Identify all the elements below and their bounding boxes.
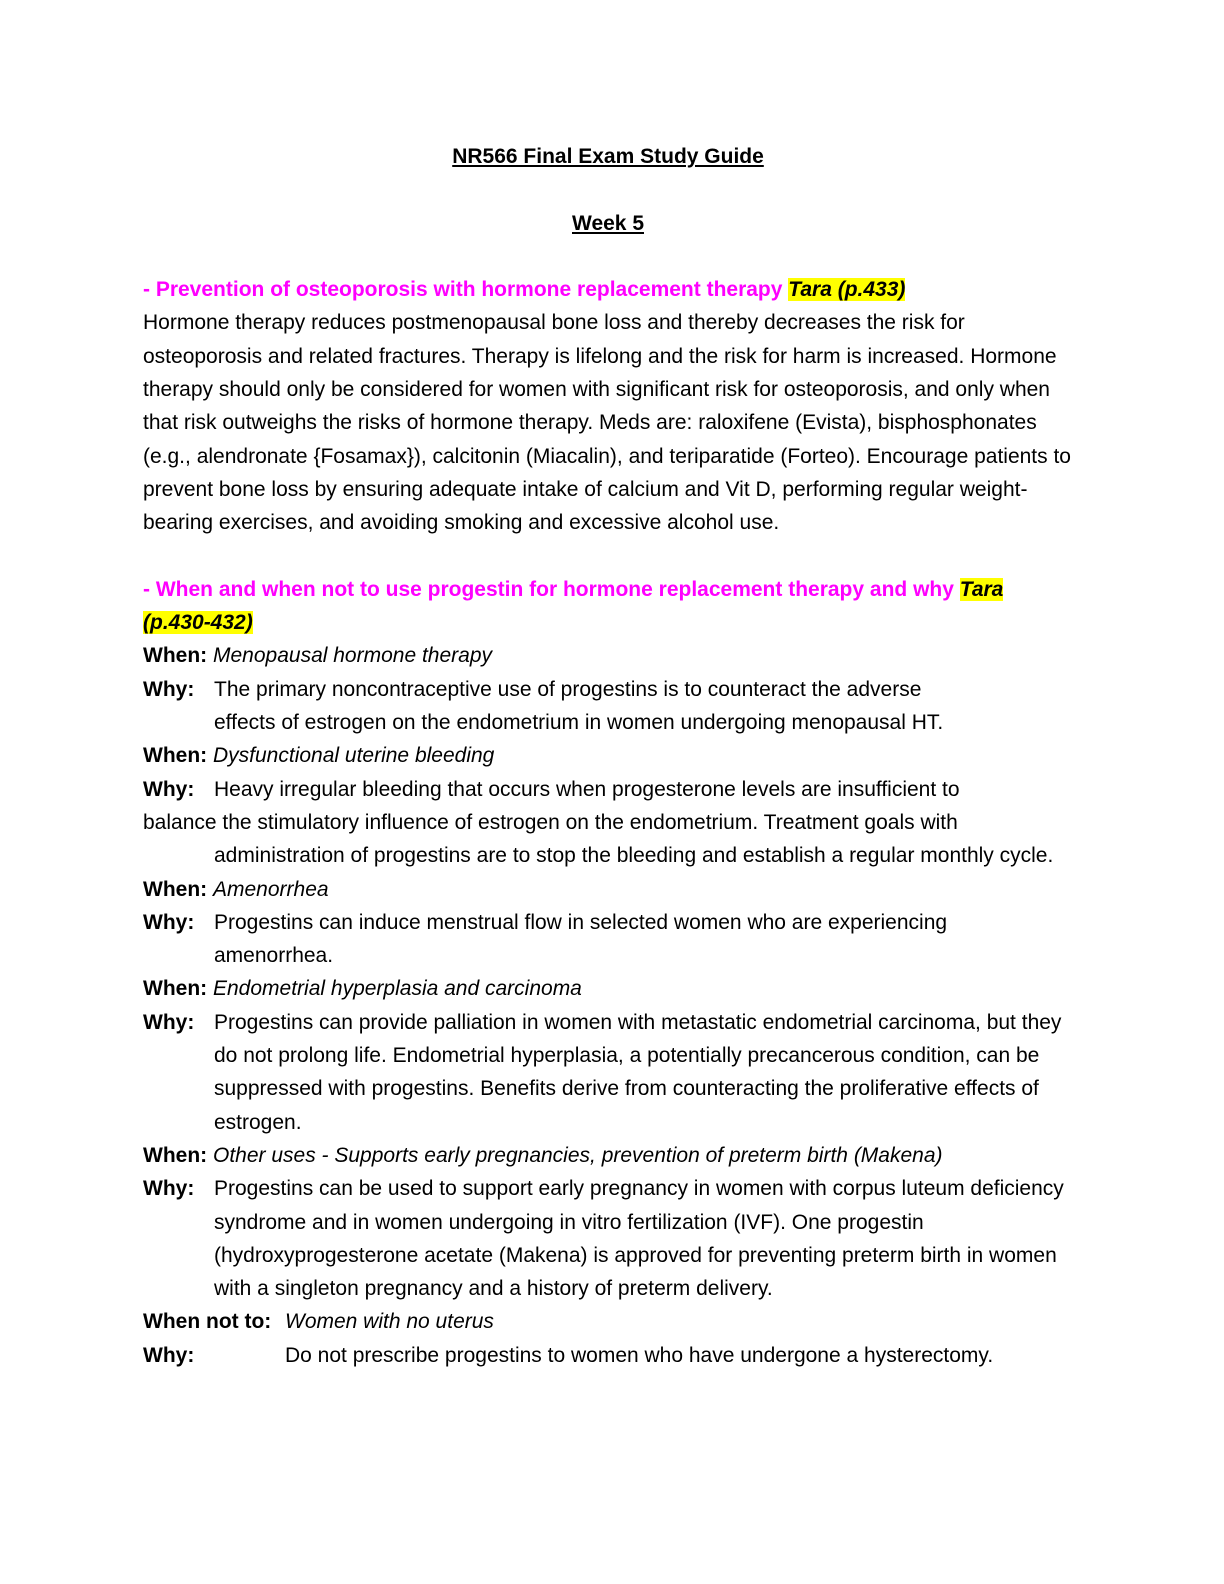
item3-why: Progestins can induce menstrual flow in selected women who are experiencing amenorrhea. — [214, 910, 948, 968]
section1-reference: Tara (p.433) — [788, 278, 906, 302]
section1-heading — [143, 273, 1073, 306]
when-label: When: — [143, 1143, 208, 1167]
item5-why-row — [143, 1172, 1073, 1305]
when-label: When: — [143, 977, 208, 1001]
item2-why-line2: balance the stimulatory influence of estrogen on the endometrium. Treatment goals with — [143, 810, 958, 834]
section2-reference-line2: (p.430-432) — [143, 611, 253, 635]
document-title: NR566 Final Exam Study Guide — [452, 145, 764, 168]
why-label: Why: — [143, 677, 195, 701]
item4-when-row — [143, 972, 1073, 1005]
section1-heading-text: - Prevention of osteoporosis with hormone replacement therapy — [143, 278, 783, 302]
item2-when: Dysfunctional uterine bleeding — [213, 744, 495, 768]
when-not-value: Women with no uterus — [285, 1310, 494, 1334]
why-label: Why: — [143, 1010, 195, 1034]
when-label: When: — [143, 744, 208, 768]
when-label: When: — [143, 644, 208, 668]
item1-why: The primary noncontraceptive use of progestins is to counteract the adverse effects of estrogen on the endometrium in women undergoing menopausal HT. — [214, 677, 944, 735]
item3-when: Amenorrhea — [213, 877, 329, 901]
item4-when: Endometrial hyperplasia and carcinoma — [213, 977, 582, 1001]
item4-why-row — [143, 1006, 1073, 1139]
item2-why-row — [143, 773, 1073, 806]
document-page — [143, 140, 1073, 1372]
why-label: Why: — [143, 910, 195, 934]
when-label: When: — [143, 877, 208, 901]
item5-why: Progestins can be used to support early pregnancy in women with corpus luteum deficiency syndrome and in women undergoing in vitro fertilization (IVF). One progestin (hydroxyprogesterone acetate (Makena) is approved for preventing preterm birth in women with a singleton pregnancy and a history of preterm delivery. — [214, 1177, 1064, 1301]
item1-when-row — [143, 639, 1073, 672]
item1-when: Menopausal hormone therapy — [213, 644, 493, 668]
when-not-label: When not to: — [143, 1310, 272, 1334]
item5-when-row — [143, 1139, 1073, 1172]
section1-body: Hormone therapy reduces postmenopausal bone loss and thereby decreases the risk for osteoporosis and related fractures. Therapy is lifelong and the risk for harm is increased. Hormone therapy should only be considered for women with significant risk for osteoporosis, and only when that risk outweighs the risks of hormone therapy. Meds are: raloxifene (Evista), bisphosphonates (e.g., alendronate {Fosamax}), calcitonin (Miacalin), and teriparatide (Forteo). Encourage patients to prevent bone loss by ensuring adequate intake of calcium and Vit D, performing regular weight-bearing exercises, and avoiding smoking and excessive alcohol use. — [143, 311, 1071, 535]
item5-when: Other uses - Supports early pregnancies, prevention of preterm birth (Makena) — [213, 1143, 943, 1167]
item2-why-rest: administration of progestins are to stop the bleeding and establish a regular monthly cycle. — [214, 844, 1054, 868]
when-not-why-row — [143, 1339, 1073, 1372]
why-label: Why: — [143, 1343, 195, 1367]
item1-why-row — [143, 673, 1073, 740]
when-not-row — [143, 1305, 1073, 1338]
why-label: Why: — [143, 1177, 195, 1201]
item2-why-line1: Heavy irregular bleeding that occurs when progesterone levels are insufficient to — [214, 777, 960, 801]
item4-why: Progestins can provide palliation in women with metastatic endometrial carcinoma, but they do not prolong life. Endometrial hyperplasia, a potentially precancerous condition, can be suppressed with progestins. Benefits derive from counteracting the proliferative effects of estrogen. — [214, 1010, 1062, 1134]
item3-why-row — [143, 906, 1073, 973]
section2-heading-text: - When and when not to use progestin for hormone replacement therapy and why — [143, 577, 954, 601]
section2-heading — [143, 573, 1073, 640]
item3-when-row — [143, 873, 1073, 906]
why-label: Why: — [143, 777, 195, 801]
section2-reference-line1: Tara — [959, 577, 1004, 601]
item2-when-row — [143, 739, 1073, 772]
week-heading: Week 5 — [572, 211, 644, 235]
when-not-why: Do not prescribe progestins to women who have undergone a hysterectomy. — [285, 1343, 994, 1367]
